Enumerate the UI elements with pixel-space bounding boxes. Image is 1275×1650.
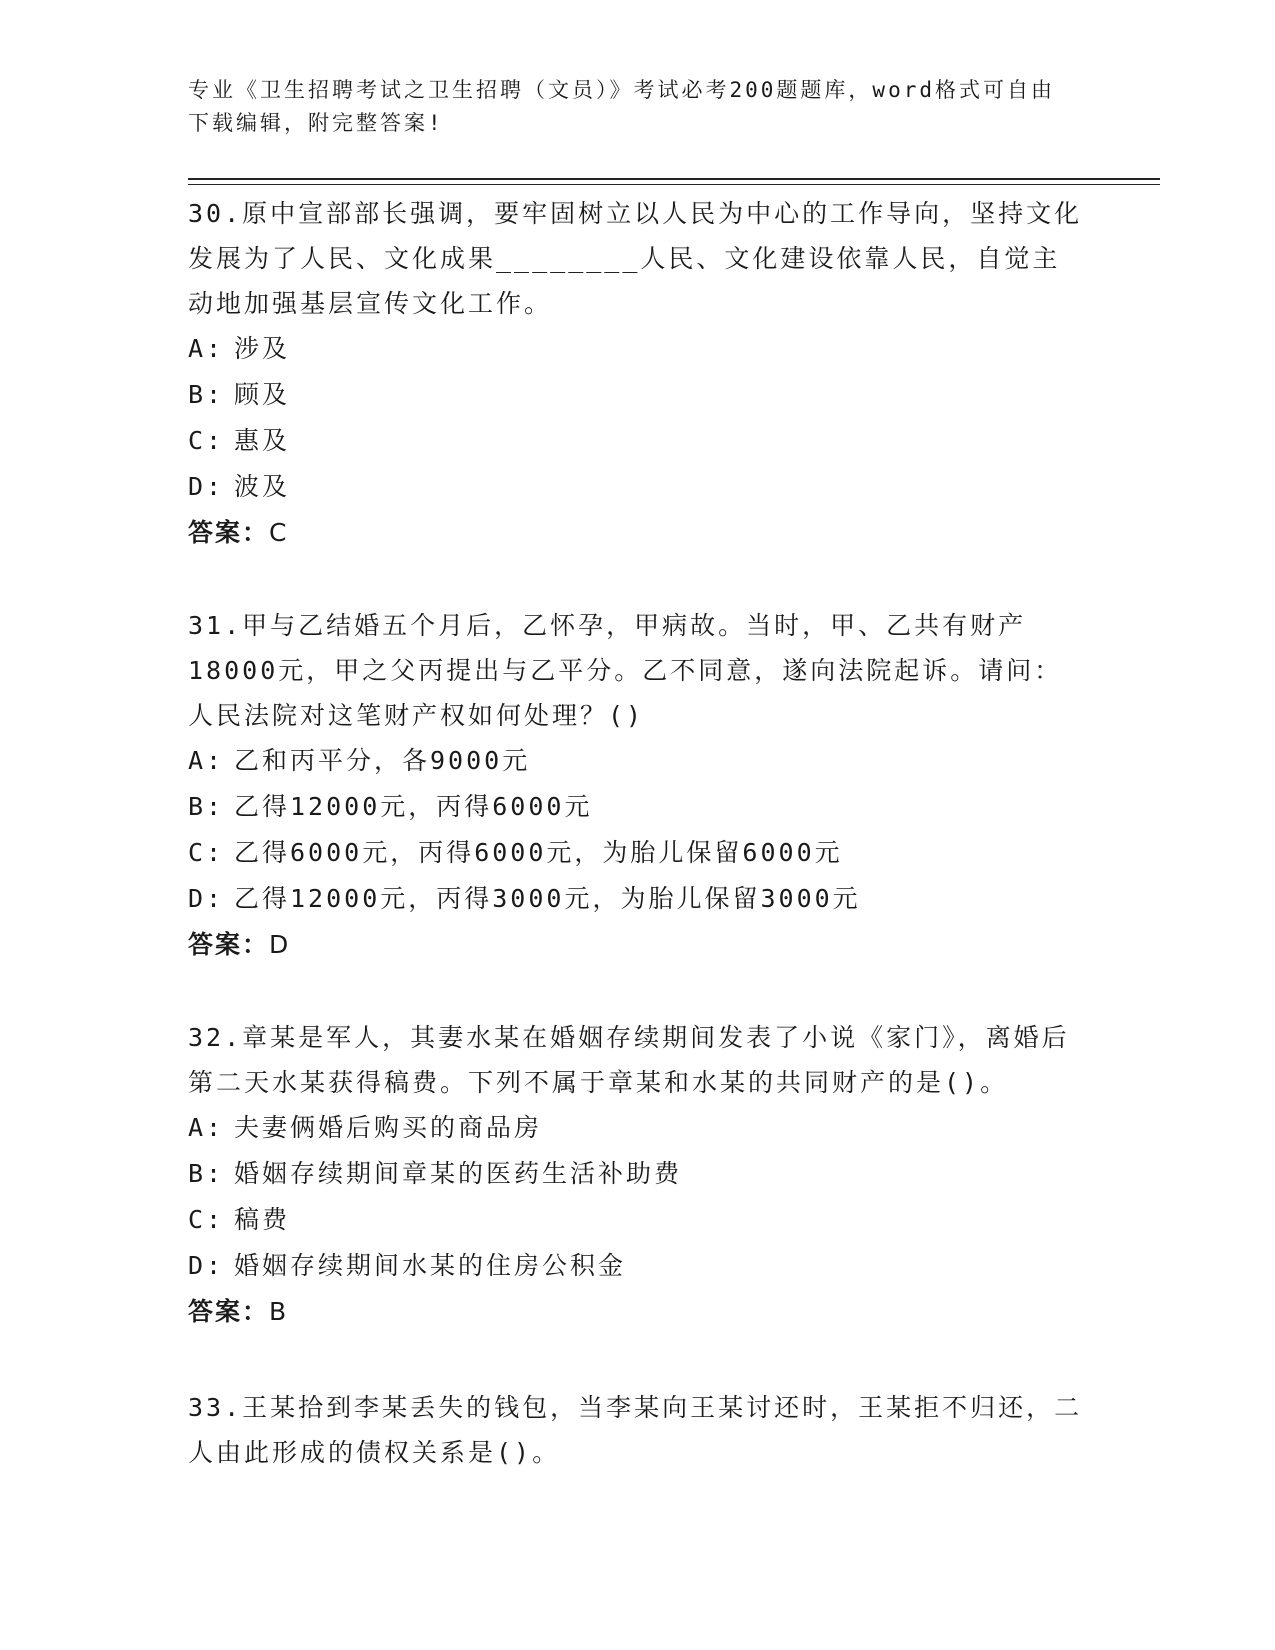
option-d [188,1243,1088,1289]
option-letter: B: [188,380,225,409]
option-b [188,372,1088,418]
option-letter: A: [188,334,225,363]
option-a [188,738,1088,784]
option-text: 婚姻存续期间章某的医药生活补助费 [234,1159,683,1188]
question-stem: 30.原中宣部部长强调，要牢固树立以人民为中心的工作导向，坚持文化发展为了人民、文化成果________人民、文化建设依靠人民，自觉主动地加强基层宣传文化工作。 [188,199,1083,318]
option-letter: C: [188,426,225,455]
question-30 [188,191,1088,556]
answer-value: D [269,930,291,959]
option-text: 惠及 [234,426,291,455]
answer-label: 答案： [188,930,270,959]
option-text: 乙得12000元，丙得3000元，为胎儿保留3000元 [234,884,861,913]
option-text: 顾及 [234,380,291,409]
option-c [188,418,1088,464]
option-text: 夫妻俩婚后购买的商品房 [234,1113,543,1142]
answer-label: 答案： [188,518,270,547]
question-stem: 33.王某拾到李某丢失的钱包，当李某向王某讨还时，王某拒不归还，二人由此形成的债权关系是()。 [188,1393,1083,1467]
answer-value: C [269,518,289,547]
option-text: 稿费 [234,1205,291,1234]
option-text: 乙和丙平分，各9000元 [234,746,531,775]
question-33 [188,1385,1088,1475]
question-32 [188,1015,1088,1335]
option-letter: B: [188,1159,225,1188]
option-letter: C: [188,1205,225,1234]
option-text: 婚姻存续期间水某的住房公积金 [234,1251,627,1280]
option-letter: D: [188,884,225,913]
answer-label: 答案： [188,1297,270,1326]
answer-line [188,922,1088,968]
option-a [188,1105,1088,1151]
option-text: 波及 [234,472,291,501]
option-d [188,876,1088,922]
document-header: 专业《卫生招聘考试之卫生招聘（文员）》考试必考200题题库，word格式可自由下载编辑，附完整答案! [188,78,1055,135]
answer-line [188,510,1088,556]
header-divider [188,178,1160,180]
option-b [188,1151,1088,1197]
option-letter: A: [188,746,225,775]
option-letter: B: [188,792,225,821]
question-stem: 32.章某是军人，其妻水某在婚姻存续期间发表了小说《家门》，离婚后第二天水某获得稿费。下列不属于章某和水某的共同财产的是()。 [188,1023,1070,1097]
option-text: 乙得12000元，丙得6000元 [234,792,593,821]
option-letter: C: [188,838,225,867]
answer-line [188,1289,1088,1335]
answer-value: B [269,1297,289,1326]
question-31 [188,603,1088,968]
option-text: 乙得6000元，丙得6000元，为胎儿保留6000元 [234,838,843,867]
option-c [188,1197,1088,1243]
option-b [188,784,1088,830]
question-stem: 31.甲与乙结婚五个月后，乙怀孕，甲病故。当时，甲、乙共有财产18000元，甲之父丙提出与乙平分。乙不同意，遂向法院起诉。请问：人民法院对这笔财产权如何处理？() [188,611,1063,730]
option-letter: A: [188,1113,225,1142]
option-letter: D: [188,1251,225,1280]
option-d [188,464,1088,510]
option-c [188,830,1088,876]
option-a [188,326,1088,372]
option-letter: D: [188,472,225,501]
header-divider-thin [188,184,1160,185]
option-text: 涉及 [234,334,291,363]
